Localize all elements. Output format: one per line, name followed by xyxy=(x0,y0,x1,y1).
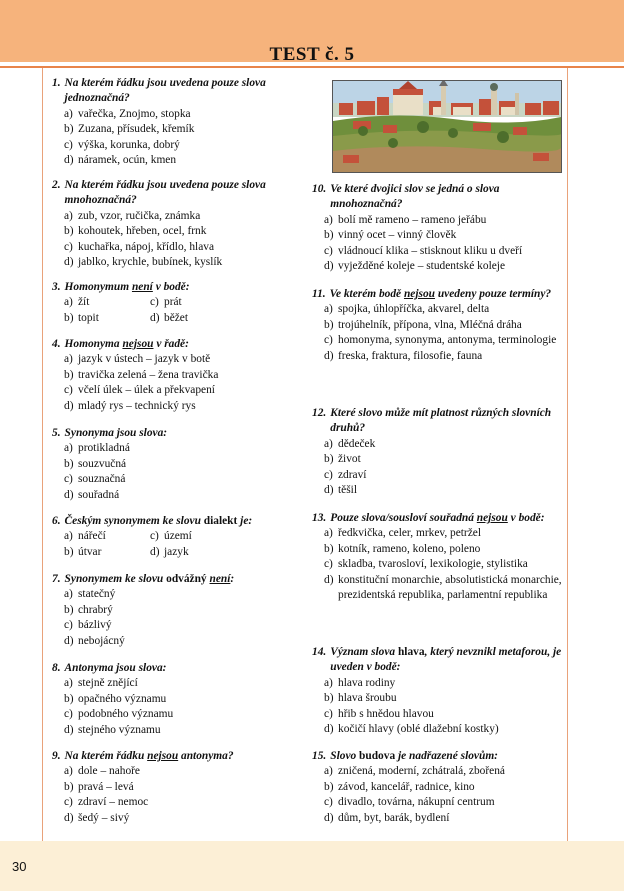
option-letter: a) xyxy=(324,213,333,226)
prompt-part: Na kterém řádku jsou uvedena pouze slova jednoznačná? xyxy=(64,77,266,105)
answer-option xyxy=(52,368,310,383)
option-text: hřib s hnědou hlavou xyxy=(338,707,434,720)
prompt-part: Synonymem ke slovu xyxy=(64,573,167,585)
option-letter: c) xyxy=(324,558,333,571)
option-text: jablko, krychle, bubínek, kyslík xyxy=(78,256,223,269)
question-prompt xyxy=(65,76,310,107)
option-text: náramek, ocún, kmen xyxy=(78,154,177,167)
option-text: spojka, úhlopříčka, akvarel, delta xyxy=(338,303,490,316)
prompt-part: Antonyma jsou slova: xyxy=(64,662,167,674)
option-text: trojúhelník, přípona, vlna, Mléčná dráha xyxy=(338,318,522,331)
option-letter: b) xyxy=(64,368,74,381)
answer-option xyxy=(312,302,570,317)
answer-row xyxy=(52,311,310,326)
key-word: budova xyxy=(359,750,396,762)
answer-option xyxy=(52,209,310,224)
option-letter: d) xyxy=(324,484,334,497)
answer-option xyxy=(52,618,310,633)
option-letter: b) xyxy=(64,545,74,558)
option-letter: c) xyxy=(64,138,73,151)
option-text: výška, korunka, dobrý xyxy=(78,138,180,151)
key-word: dialekt xyxy=(203,515,238,527)
question-number: 11. xyxy=(312,288,326,300)
answer-option xyxy=(312,259,570,274)
answer-option xyxy=(312,228,570,243)
question-text xyxy=(312,406,570,437)
answer-option xyxy=(52,107,310,122)
answer-option xyxy=(52,255,310,270)
page-number: 30 xyxy=(12,859,27,874)
option-text: souzvučná xyxy=(78,457,127,470)
option-text: jazyk v ústech – jazyk v botě xyxy=(78,353,211,366)
option-text: hlava rodiny xyxy=(338,676,396,689)
prompt-part: je nadřazené slovům: xyxy=(395,750,498,762)
option-text: život xyxy=(338,453,361,466)
underlined-word: nejsou xyxy=(476,512,508,524)
option-text: vyježděné koleje – studentské koleje xyxy=(338,260,506,273)
key-word: odvážný xyxy=(166,573,207,585)
option-letter: d) xyxy=(324,573,334,586)
option-letter: b) xyxy=(324,229,334,242)
question-text xyxy=(52,178,310,209)
option-letter: b) xyxy=(64,692,74,705)
option-text: zub, vzor, ručička, známka xyxy=(78,209,201,222)
question-prompt xyxy=(330,645,570,676)
option-text: kuchařka, nápoj, křídlo, hlava xyxy=(78,240,215,253)
answer-option xyxy=(312,780,570,795)
title-rule xyxy=(0,66,624,68)
option-letter: b) xyxy=(64,603,74,616)
option-text: konstituční monarchie, absolutistická monarchie, prezidentská republika, parlamentní republika xyxy=(338,573,562,602)
option-text: kohoutek, hřeben, ocel, frnk xyxy=(78,225,207,238)
question-number: 9. xyxy=(52,750,61,762)
option-text: opačného významu xyxy=(78,692,167,705)
prompt-part: Homonyma xyxy=(64,338,123,350)
answer-option xyxy=(64,311,150,326)
option-text: statečný xyxy=(78,588,116,601)
option-text: kotník, rameno, koleno, poleno xyxy=(338,542,481,555)
option-text: žít xyxy=(78,296,90,309)
question xyxy=(52,280,310,326)
answer-row xyxy=(52,529,310,544)
question xyxy=(52,426,310,503)
question-number: 15. xyxy=(312,750,327,762)
option-text: útvar xyxy=(78,545,102,558)
answer-option xyxy=(52,603,310,618)
answer-option xyxy=(312,573,570,604)
option-text: území xyxy=(164,530,192,543)
option-letter: c) xyxy=(324,796,333,809)
option-text: bolí mě rameno – rameno jeřábu xyxy=(338,213,487,226)
prompt-part: Českým synonymem ke slovu xyxy=(64,515,204,527)
answer-option xyxy=(52,224,310,239)
option-letter: d) xyxy=(324,811,334,824)
option-letter: b) xyxy=(64,225,74,238)
option-letter: b) xyxy=(324,692,334,705)
question-prompt xyxy=(330,182,570,213)
question-number: 8. xyxy=(52,662,61,674)
answer-option xyxy=(312,452,570,467)
answer-option xyxy=(52,587,310,602)
option-text: protikladná xyxy=(78,442,130,455)
prompt-part: je: xyxy=(237,515,253,527)
option-letter: a) xyxy=(324,303,333,316)
question-text xyxy=(52,280,310,295)
option-letter: a) xyxy=(64,765,73,778)
question xyxy=(52,572,310,649)
question-text xyxy=(52,426,310,441)
question-prompt xyxy=(65,337,310,352)
question-number: 10. xyxy=(312,183,327,195)
question xyxy=(312,287,570,364)
answer-option xyxy=(52,811,310,826)
option-letter: a) xyxy=(64,209,73,222)
question-text xyxy=(312,511,570,526)
option-letter: b) xyxy=(324,318,334,331)
prompt-part: v řadě: xyxy=(153,338,189,350)
question-prompt xyxy=(65,514,310,529)
prompt-part: Pouze slova/sousloví souřadná xyxy=(330,512,477,524)
question-text xyxy=(312,645,570,676)
answer-option xyxy=(312,691,570,706)
option-text: stejně znějící xyxy=(78,677,138,690)
option-text: dědeček xyxy=(338,437,376,450)
answer-option xyxy=(52,488,310,503)
option-letter: d) xyxy=(324,723,334,736)
answer-option xyxy=(52,795,310,810)
option-text: jazyk xyxy=(164,545,189,558)
option-letter: c) xyxy=(64,240,73,253)
option-text: travička zelená – žena travička xyxy=(78,368,219,381)
prompt-part: Ve kterém bodě xyxy=(329,288,404,300)
option-letter: a) xyxy=(64,296,73,309)
option-text: zničená, moderní, zchátralá, zbořená xyxy=(338,765,505,778)
option-letter: b) xyxy=(324,780,334,793)
option-letter: c) xyxy=(324,707,333,720)
answer-option xyxy=(150,295,236,310)
option-text: bázlivý xyxy=(78,619,112,632)
question-number: 3. xyxy=(52,281,61,293)
option-text: kočičí hlavy (oblé dlažební kostky) xyxy=(338,723,499,736)
question-text xyxy=(52,76,310,107)
town-photo xyxy=(332,80,562,173)
answer-option xyxy=(312,526,570,541)
option-letter: d) xyxy=(64,488,74,501)
question xyxy=(52,661,310,738)
option-text: Zuzana, přísudek, křemík xyxy=(78,123,195,136)
question-prompt xyxy=(330,749,570,764)
option-text: stejného významu xyxy=(78,723,161,736)
answer-row xyxy=(52,545,310,560)
question-number: 7. xyxy=(52,573,61,585)
question-text xyxy=(52,749,310,764)
option-letter: c) xyxy=(324,334,333,347)
prompt-part: antonyma? xyxy=(178,750,234,762)
answer-option xyxy=(312,483,570,498)
option-letter: c) xyxy=(324,468,333,481)
option-letter: a) xyxy=(64,530,73,543)
option-text: podobného významu xyxy=(78,708,174,721)
answer-option xyxy=(312,811,570,826)
prompt-part: uvedeny pouze termíny? xyxy=(434,288,552,300)
answer-option xyxy=(312,722,570,737)
option-letter: b) xyxy=(64,311,74,324)
prompt-part: Homonymum xyxy=(64,281,132,293)
answer-row xyxy=(52,295,310,310)
question-prompt xyxy=(330,406,570,437)
prompt-part: Slovo xyxy=(330,750,360,762)
option-letter: a) xyxy=(64,588,73,601)
answer-option xyxy=(52,383,310,398)
underlined-word: není xyxy=(209,573,231,585)
answer-option xyxy=(52,723,310,738)
answer-option xyxy=(312,542,570,557)
option-letter: d) xyxy=(64,256,74,269)
question-number: 4. xyxy=(52,338,61,350)
question-prompt xyxy=(65,749,310,764)
key-word: hlava xyxy=(397,646,425,658)
option-letter: a) xyxy=(324,765,333,778)
option-letter: c) xyxy=(64,796,73,809)
prompt-part: v bodě: xyxy=(507,512,545,524)
underlined-word: nejsou xyxy=(403,288,435,300)
option-letter: c) xyxy=(64,384,73,397)
option-letter: c) xyxy=(324,244,333,257)
question-prompt xyxy=(330,287,570,302)
answer-option xyxy=(52,457,310,472)
option-text: souřadná xyxy=(78,488,120,501)
answer-option xyxy=(312,707,570,722)
option-letter: a) xyxy=(324,437,333,450)
option-letter: c) xyxy=(64,473,73,486)
answer-option xyxy=(312,333,570,348)
option-text: pravá – levá xyxy=(78,780,134,793)
prompt-part: Na kterém řádku xyxy=(64,750,148,762)
margin-line-left xyxy=(42,68,43,841)
underlined-word: nejsou xyxy=(147,750,179,762)
option-letter: d) xyxy=(150,311,160,324)
question xyxy=(312,749,570,826)
option-text: včelí úlek – úlek a překvapení xyxy=(78,384,215,397)
option-letter: d) xyxy=(64,634,74,647)
answer-option xyxy=(52,399,310,414)
answer-option xyxy=(52,352,310,367)
question-prompt xyxy=(65,572,310,587)
option-letter: b) xyxy=(324,542,334,555)
option-text: chrabrý xyxy=(78,603,113,616)
prompt-part: Ve které dvojici slov se jedná o slova mnohoznačná? xyxy=(330,183,500,211)
question-number: 5. xyxy=(52,427,61,439)
answer-option xyxy=(64,545,150,560)
question xyxy=(52,749,310,826)
option-letter: c) xyxy=(150,296,159,309)
option-letter: a) xyxy=(64,677,73,690)
answer-option xyxy=(52,122,310,137)
page-title: TEST č. 5 xyxy=(269,44,355,65)
question-prompt xyxy=(65,178,310,209)
answer-option xyxy=(150,529,236,544)
question xyxy=(52,514,310,560)
question-text xyxy=(52,514,310,529)
prompt-part: Na kterém řádku jsou uvedena pouze slova mnohoznačná? xyxy=(64,179,266,207)
answer-option xyxy=(52,676,310,691)
question-prompt xyxy=(65,426,310,441)
answer-option xyxy=(312,557,570,572)
answer-option xyxy=(52,153,310,168)
option-text: souznačná xyxy=(78,473,126,486)
option-letter: b) xyxy=(64,780,74,793)
option-letter: d) xyxy=(324,349,334,362)
option-text: dole – nahoře xyxy=(78,765,140,778)
option-text: mladý rys – technický rys xyxy=(78,399,196,412)
answer-option xyxy=(52,240,310,255)
option-letter: c) xyxy=(150,530,159,543)
option-letter: a) xyxy=(324,527,333,540)
option-text: hlava šroubu xyxy=(338,692,397,705)
prompt-part: Význam slova xyxy=(330,646,398,658)
answer-option xyxy=(150,311,236,326)
question-number: 12. xyxy=(312,407,327,419)
option-text: vařečka, Znojmo, stopka xyxy=(78,107,191,120)
option-text: vládnoucí klika – stisknout kliku u dveří xyxy=(338,244,523,257)
question-prompt xyxy=(65,280,310,295)
underlined-word: není xyxy=(131,281,153,293)
answer-option xyxy=(52,441,310,456)
question xyxy=(52,337,310,414)
option-letter: b) xyxy=(324,453,334,466)
option-text: šedý – sivý xyxy=(78,811,130,824)
answer-option xyxy=(64,295,150,310)
answer-option xyxy=(52,780,310,795)
option-letter: a) xyxy=(64,442,73,455)
answer-option xyxy=(52,634,310,649)
prompt-part: Synonyma jsou slova: xyxy=(64,427,168,439)
option-letter: d) xyxy=(324,260,334,273)
question-text xyxy=(312,182,570,213)
question-prompt xyxy=(65,661,310,676)
question-number: 14. xyxy=(312,646,327,658)
option-text: těšil xyxy=(338,484,357,497)
answer-option xyxy=(52,472,310,487)
question xyxy=(312,511,570,603)
answer-option xyxy=(52,138,310,153)
question-text xyxy=(312,749,570,764)
question xyxy=(312,406,570,498)
underlined-word: nejsou xyxy=(122,338,154,350)
option-letter: a) xyxy=(64,107,73,120)
option-text: vinný ocet – vinný člověk xyxy=(338,229,457,242)
option-text: běžet xyxy=(164,311,189,324)
question-prompt xyxy=(330,511,570,526)
answer-option xyxy=(312,437,570,452)
option-letter: d) xyxy=(64,811,74,824)
answer-option xyxy=(312,764,570,779)
question xyxy=(52,76,310,168)
option-letter: c) xyxy=(64,619,73,632)
answer-option xyxy=(312,468,570,483)
question-text xyxy=(312,287,570,302)
question xyxy=(52,178,310,270)
question-number: 13. xyxy=(312,512,327,524)
question-text xyxy=(52,337,310,352)
option-letter: b) xyxy=(64,457,74,470)
town-illustration xyxy=(333,81,561,172)
question xyxy=(312,645,570,737)
question-text xyxy=(52,661,310,676)
question-number: 1. xyxy=(52,77,61,89)
option-letter: d) xyxy=(64,154,74,167)
option-text: nářečí xyxy=(78,530,106,543)
option-letter: b) xyxy=(64,123,74,136)
answer-option xyxy=(52,764,310,779)
option-letter: a) xyxy=(64,353,73,366)
option-text: homonyma, synonyma, antonyma, terminologie xyxy=(338,334,557,347)
option-text: dům, byt, barák, bydlení xyxy=(338,811,450,824)
prompt-part: Které slovo může mít platnost různých slovních druhů? xyxy=(330,407,552,435)
option-letter: c) xyxy=(64,708,73,721)
option-text: divadlo, továrna, nákupní centrum xyxy=(338,796,495,809)
option-text: zdraví – nemoc xyxy=(78,796,149,809)
answer-option xyxy=(52,707,310,722)
option-text: topit xyxy=(78,311,99,324)
answer-option xyxy=(312,244,570,259)
answer-option xyxy=(312,213,570,228)
option-text: závod, kancelář, radnice, kino xyxy=(338,780,475,793)
question-number: 2. xyxy=(52,179,61,191)
answer-option xyxy=(312,318,570,333)
answer-option xyxy=(312,349,570,364)
option-text: ředkvička, celer, mrkev, petržel xyxy=(338,527,482,540)
question-text xyxy=(52,572,310,587)
footer-band xyxy=(0,841,624,891)
prompt-part: : xyxy=(230,573,235,585)
option-letter: d) xyxy=(64,399,74,412)
option-text: prát xyxy=(164,296,182,309)
answer-option xyxy=(150,545,236,560)
option-letter: d) xyxy=(64,723,74,736)
option-text: nebojácný xyxy=(78,634,125,647)
option-letter: a) xyxy=(324,676,333,689)
option-text: zdraví xyxy=(338,468,367,481)
answer-option xyxy=(312,676,570,691)
option-letter: d) xyxy=(150,545,160,558)
question-number: 6. xyxy=(52,515,61,527)
option-text: skladba, tvarosloví, lexikologie, stylistika xyxy=(338,558,528,571)
answer-option xyxy=(52,692,310,707)
option-text: freska, fraktura, filosofie, fauna xyxy=(338,349,483,362)
answer-option xyxy=(312,795,570,810)
answer-option xyxy=(64,529,150,544)
prompt-part: v bodě: xyxy=(152,281,190,293)
prompt-part: , který nevznikl metaforou, je uveden v bodě: xyxy=(330,646,562,674)
question xyxy=(312,182,570,274)
